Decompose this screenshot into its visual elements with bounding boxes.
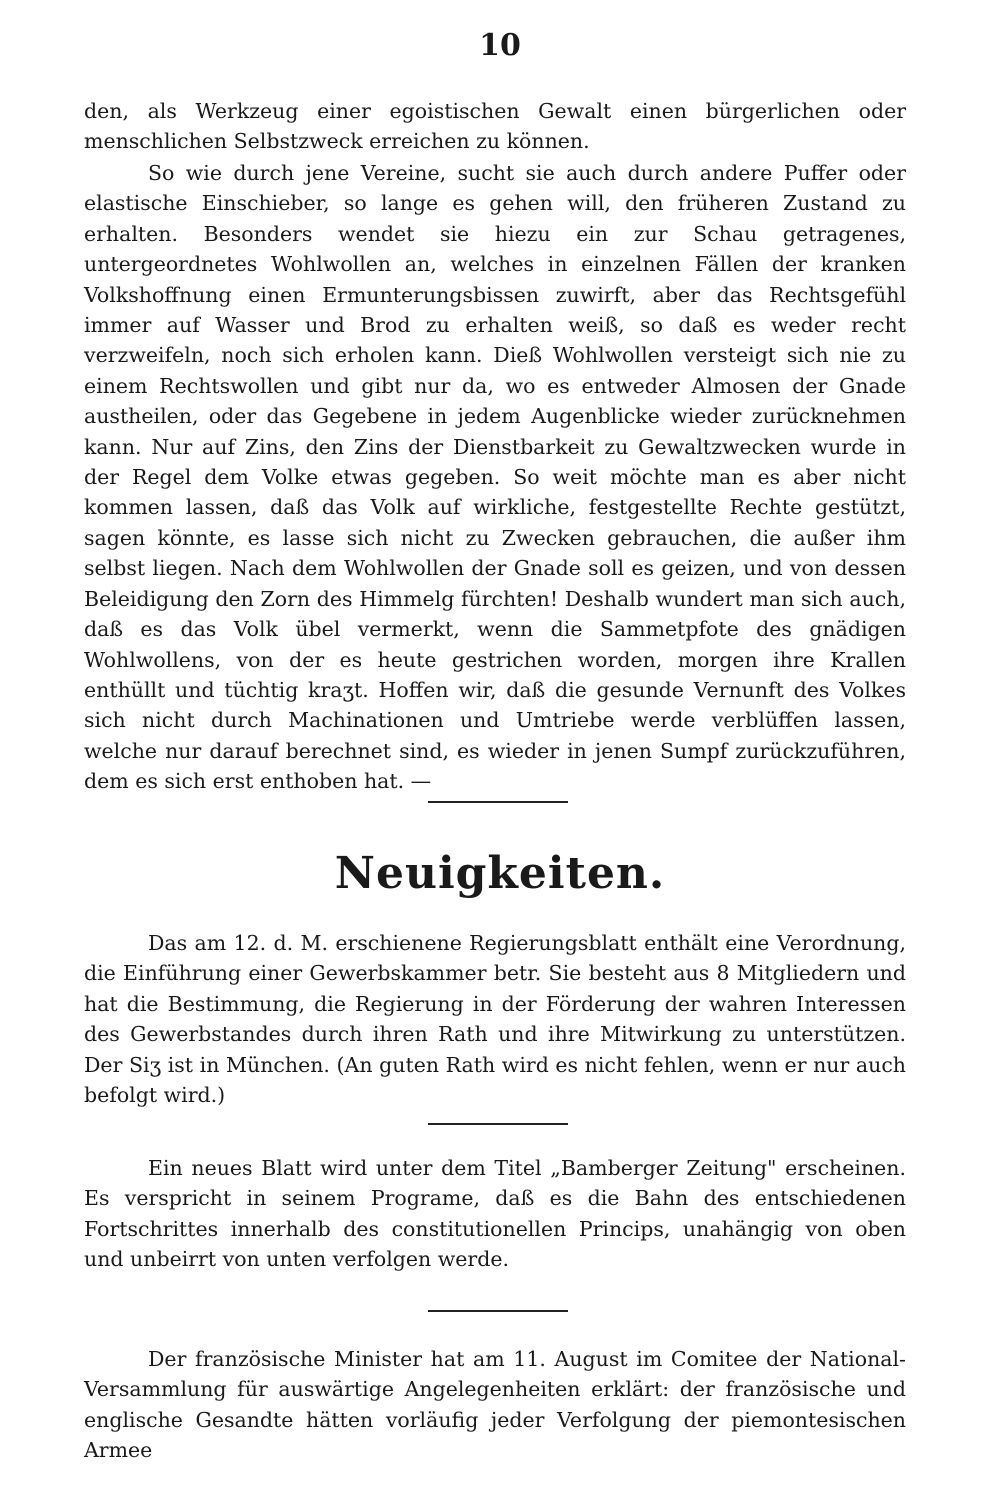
paragraph-continuation: den, als Werkzeug einer egoistischen Gewalt einen bürgerlichen oder menschlichen Selbstzweck erreichen zu können.	[84, 99, 906, 154]
page-number: 10	[479, 28, 521, 63]
news-item-bamberger-zeitung: Ein neues Blatt wird unter dem Titel „Bamberger Zeitung" erscheinen. Es verspricht in seinem Programe, daß es die Bahn des entschiedenen Fortschrittes innerhalb des constitutionellen Princips, unahängig von oben und unbeirrt von unten verfolgen werde.	[84, 1156, 906, 1272]
news-item-french-minister: Der französische Minister hat am 11. August im Comitee der National-Versammlung für auswärtige Angelegenheiten erklärt: der französische und englische Gesandte hätten vorläufig jeder Verfolgung der piemontesischen Armee	[84, 1347, 906, 1463]
news-divider-1	[428, 1123, 568, 1125]
section-heading: Neuigkeiten.	[334, 848, 666, 899]
paragraph-main: So wie durch jene Vereine, sucht sie auch durch andere Puffer oder elastische Einschieber, so lange es gehen will, den früheren Zustand zu erhalten. Besonders wendet sie hiezu ein zur Schau getragenes, untergeordnetes Wohlwollen an, welches in einzelnen Fällen der kranken Volkshoffnung einen Ermunterungsbissen zuwirft, aber das Rechtsgefühl immer auf Wasser und Brod zu erhalten weiß, so daß es weder recht verzweifeln, noch sich erholen kann. Dieß Wohlwollen versteigt sich nie zu einem Rechtswollen und gibt nur da, wo es entweder Almosen der Gnade austheilen, oder das Gegebene in jedem Augenblicke wieder zurücknehmen kann. Nur auf Zins, den Zins der Dienstbarkeit zu Gewaltzwecken wurde in der Regel dem Volke etwas gegeben. So weit möchte man es aber nicht kommen lassen, daß das Volk auf wirkliche, festgestellte Rechte gestützt, sagen könnte, es lasse sich nicht zu Zwecken gebrauchen, die außer ihm selbst liegen. Nach dem Wohlwollen der Gnade soll es geizen, und von dessen Beleidigung den Zorn des Himmelg fürchten! Deshalb wundert man sich auch, daß es das Volk übel vermerkt, wenn die Sammetpfote des gnädigen Wohlwollens, von der es heute gestrichen worden, morgen ihre Krallen enthüllt und tüchtig kraʒt. Hoffen wir, daß die gesunde Vernunft des Volkes sich nicht durch Machinationen und Umtriebe werde verblüffen lassen, welche nur darauf berechnet sind, es wieder in jenen Sumpf zurückzuführen, dem es sich erst enthoben hat. —	[84, 161, 906, 794]
news-divider-2	[428, 1310, 568, 1312]
section-divider	[428, 801, 568, 803]
news-item-gewerbskammer: Das am 12. d. M. erschienene Regierungsblatt enthält eine Verordnung, die Einführung einer Gewerbskammer betr. Sie besteht aus 8 Mitgliedern und hat die Bestimmung, die Regierung in der Förderung der wahren Interessen des Gewerbstandes durch ihren Rath und ihre Mitwirkung zu unterstützen. Der Siʒ ist in München. (An guten Rath wird es nicht fehlen, wenn er nur auch befolgt wird.)	[84, 931, 906, 1108]
